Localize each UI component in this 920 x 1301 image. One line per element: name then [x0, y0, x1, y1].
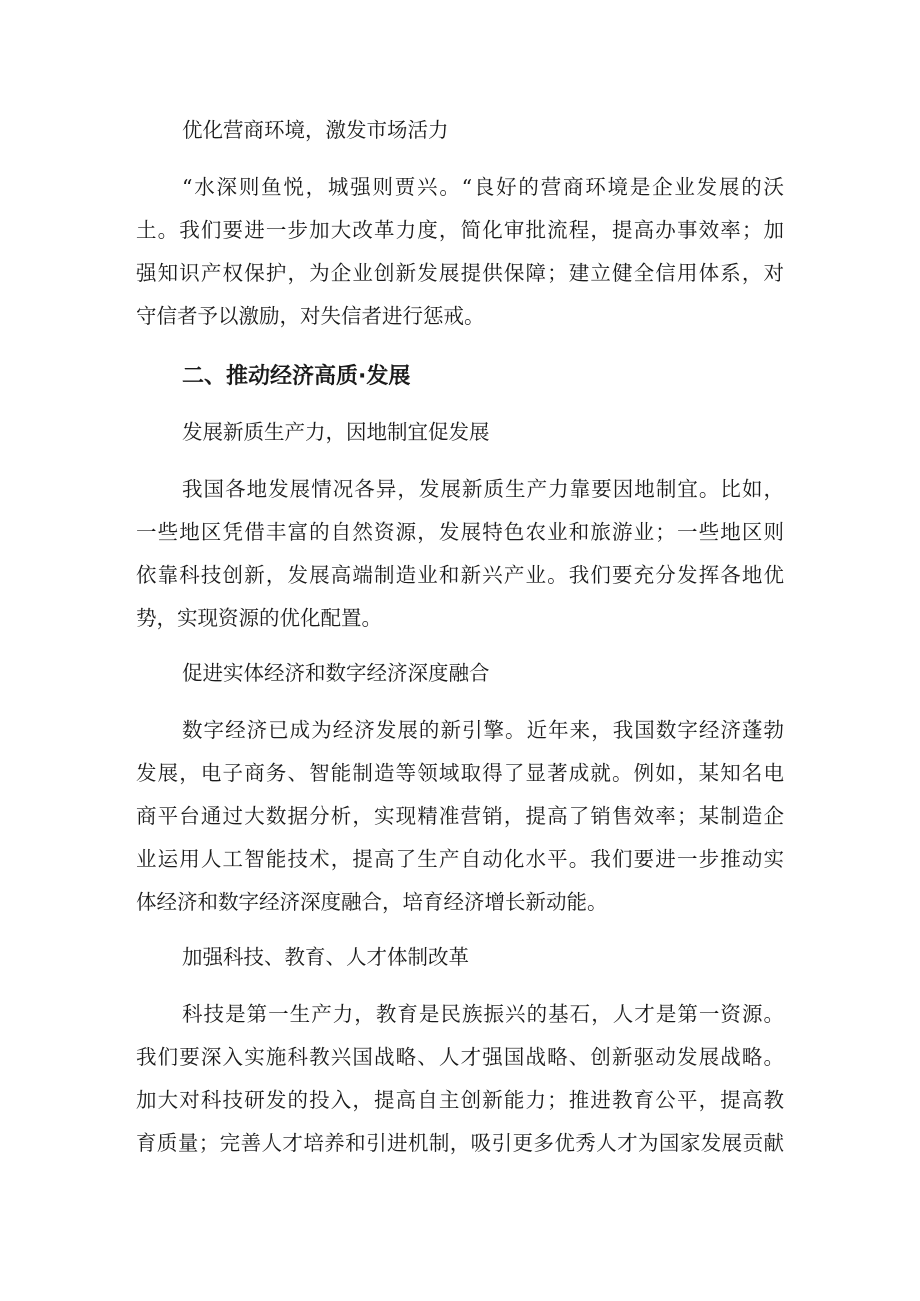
paragraph-line: 一些地区凭借丰富的自然资源，发展特色农业和旅游业；一些地区则 — [136, 520, 784, 544]
paragraph-line: 加大对科技研发的投入，提高自主创新能力；推进教育公平，提高教 — [136, 1088, 784, 1112]
paragraph-line: 商平台通过大数据分析，实现精准营销，提高了销售效率；某制造企 — [136, 804, 784, 828]
paragraph-line: 业运用人工智能技术，提高了生产自动化水平。我们要进一步推动实 — [136, 847, 784, 871]
subsection-title-reform: 加强科技、教育、人才体制改革 — [182, 945, 469, 969]
paragraph-line: 体经济和数字经济深度融合，培育经济增长新动能。 — [136, 890, 608, 914]
paragraph-line: 依靠科技创新，发展高端制造业和新兴产业。我们要充分发挥各地优 — [136, 563, 784, 587]
paragraph-line: 发展，电子商务、智能制造等领域取得了显著成就。例如，某知名电 — [136, 761, 784, 785]
paragraph-line: 育质量；完善人才培养和引进机制，吸引更多优秀人才为国家发展贡献 — [136, 1131, 784, 1155]
paragraph-line: “水深则鱼悦，城强则贾兴。“良好的营商环境是企业发展的沃 — [182, 175, 784, 199]
subsection-title-digital-economy: 促进实体经济和数字经济深度融合 — [182, 661, 490, 685]
paragraph-line: 我国各地发展情况各异，发展新质生产力靠要因地制宜。比如， — [182, 477, 784, 501]
subsection-title-new-productivity: 发展新质生产力，因地制宜促发展 — [182, 420, 490, 444]
paragraph-line: 数字经济已成为经济发展的新引擎。近年来，我国数字经济蓬勃 — [182, 718, 784, 742]
paragraph-line: 科技是第一生产力，教育是民族振兴的基石，人才是第一资源。 — [182, 1002, 784, 1026]
paragraph-line: 强知识产权保护，为企业创新发展提供保障；建立健全信用体系，对 — [136, 261, 784, 285]
paragraph-line: 我们要深入实施科教兴国战略、人才强国战略、创新驱动发展战略。 — [136, 1045, 784, 1069]
subsection-title-business-environment: 优化营商环境，激发市场活力 — [182, 118, 449, 142]
paragraph-line: 土。我们要进一步加大改革力度，简化审批流程，提高办事效率；加 — [136, 218, 784, 242]
paragraph-line: 守信者予以激励，对失信者进行惩戒。 — [136, 304, 485, 328]
paragraph-line: 势，实现资源的优化配置。 — [136, 606, 382, 630]
section-heading: 二、推动经济高质·发展 — [182, 364, 411, 389]
